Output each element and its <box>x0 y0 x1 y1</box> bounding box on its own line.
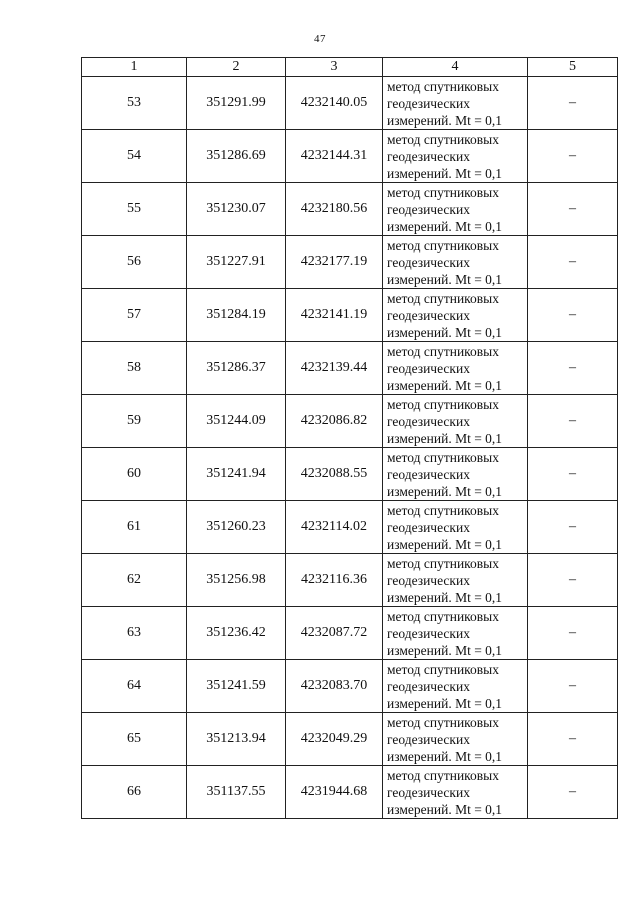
point-number-cell: 64 <box>82 660 187 713</box>
note-cell: – <box>528 130 618 183</box>
x-coordinate-cell: 351284.19 <box>187 289 286 342</box>
table-row <box>82 660 618 713</box>
coordinates-table <box>81 57 618 819</box>
point-number-cell: 62 <box>82 554 187 607</box>
y-coordinate-cell: 4232114.02 <box>286 501 383 554</box>
method-line: геодезических <box>387 307 470 323</box>
method-line: геодезических <box>387 625 470 641</box>
method-line: метод спутниковых <box>387 343 499 359</box>
method-cell <box>383 713 528 766</box>
point-number-cell: 60 <box>82 448 187 501</box>
x-coordinate-cell: 351227.91 <box>187 236 286 289</box>
point-number-cell: 56 <box>82 236 187 289</box>
point-number-cell: 61 <box>82 501 187 554</box>
table-row <box>82 766 618 819</box>
point-number-cell: 55 <box>82 183 187 236</box>
y-coordinate-cell: 4232088.55 <box>286 448 383 501</box>
table-row <box>82 448 618 501</box>
y-coordinate-cell: 4232083.70 <box>286 660 383 713</box>
method-line: измерений. Mt = 0,1 <box>387 324 503 340</box>
x-coordinate-cell: 351213.94 <box>187 713 286 766</box>
method-cell <box>383 289 528 342</box>
point-number-cell: 53 <box>82 77 187 130</box>
method-line: метод спутниковых <box>387 714 499 730</box>
x-coordinate-cell: 351256.98 <box>187 554 286 607</box>
method-line: геодезических <box>387 148 470 164</box>
table-row <box>82 236 618 289</box>
method-line: измерений. Mt = 0,1 <box>387 271 503 287</box>
table-row <box>82 130 618 183</box>
method-line: измерений. Mt = 0,1 <box>387 218 503 234</box>
note-cell: – <box>528 448 618 501</box>
method-line: измерений. Mt = 0,1 <box>387 112 503 128</box>
note-cell: – <box>528 395 618 448</box>
method-line: измерений. Mt = 0,1 <box>387 695 503 711</box>
method-line: геодезических <box>387 572 470 588</box>
y-coordinate-cell: 4232139.44 <box>286 342 383 395</box>
method-cell <box>383 660 528 713</box>
method-line: измерений. Mt = 0,1 <box>387 536 503 552</box>
table-row <box>82 607 618 660</box>
header-col-2: 2 <box>187 58 286 77</box>
y-coordinate-cell: 4232049.29 <box>286 713 383 766</box>
header-row <box>82 58 618 77</box>
method-line: измерений. Mt = 0,1 <box>387 589 503 605</box>
method-cell <box>383 501 528 554</box>
method-line: геодезических <box>387 519 470 535</box>
table-row <box>82 183 618 236</box>
note-cell: – <box>528 236 618 289</box>
x-coordinate-cell: 351137.55 <box>187 766 286 819</box>
header-col-1: 1 <box>82 58 187 77</box>
method-line: метод спутниковых <box>387 767 499 783</box>
table-row <box>82 501 618 554</box>
method-line: метод спутниковых <box>387 78 499 94</box>
x-coordinate-cell: 351241.59 <box>187 660 286 713</box>
method-line: геодезических <box>387 201 470 217</box>
method-line: метод спутниковых <box>387 449 499 465</box>
x-coordinate-cell: 351244.09 <box>187 395 286 448</box>
table-header <box>82 58 618 77</box>
point-number-cell: 63 <box>82 607 187 660</box>
method-line: метод спутниковых <box>387 502 499 518</box>
method-line: метод спутниковых <box>387 396 499 412</box>
method-line: измерений. Mt = 0,1 <box>387 430 503 446</box>
header-col-5: 5 <box>528 58 618 77</box>
table-row <box>82 289 618 342</box>
point-number-cell: 54 <box>82 130 187 183</box>
method-cell <box>383 395 528 448</box>
page-number: 47 <box>314 33 326 45</box>
y-coordinate-cell: 4232086.82 <box>286 395 383 448</box>
note-cell: – <box>528 342 618 395</box>
x-coordinate-cell: 351230.07 <box>187 183 286 236</box>
x-coordinate-cell: 351241.94 <box>187 448 286 501</box>
method-line: метод спутниковых <box>387 608 499 624</box>
x-coordinate-cell: 351286.37 <box>187 342 286 395</box>
note-cell: – <box>528 501 618 554</box>
note-cell: – <box>528 766 618 819</box>
y-coordinate-cell: 4232180.56 <box>286 183 383 236</box>
note-cell: – <box>528 554 618 607</box>
table-row <box>82 77 618 130</box>
method-line: геодезических <box>387 254 470 270</box>
method-line: геодезических <box>387 413 470 429</box>
method-line: метод спутниковых <box>387 131 499 147</box>
table-row <box>82 554 618 607</box>
note-cell: – <box>528 77 618 130</box>
header-col-3: 3 <box>286 58 383 77</box>
point-number-cell: 58 <box>82 342 187 395</box>
note-cell: – <box>528 607 618 660</box>
method-line: метод спутниковых <box>387 661 499 677</box>
x-coordinate-cell: 351291.99 <box>187 77 286 130</box>
method-cell <box>383 607 528 660</box>
table-row <box>82 395 618 448</box>
y-coordinate-cell: 4232116.36 <box>286 554 383 607</box>
method-cell <box>383 77 528 130</box>
point-number-cell: 65 <box>82 713 187 766</box>
point-number-cell: 57 <box>82 289 187 342</box>
y-coordinate-cell: 4232141.19 <box>286 289 383 342</box>
table-row <box>82 713 618 766</box>
note-cell: – <box>528 713 618 766</box>
method-line: геодезических <box>387 784 470 800</box>
method-line: геодезических <box>387 95 470 111</box>
method-line: измерений. Mt = 0,1 <box>387 748 503 764</box>
y-coordinate-cell: 4232140.05 <box>286 77 383 130</box>
method-line: геодезических <box>387 678 470 694</box>
method-line: метод спутниковых <box>387 237 499 253</box>
method-line: метод спутниковых <box>387 555 499 571</box>
method-cell <box>383 236 528 289</box>
method-line: измерений. Mt = 0,1 <box>387 483 503 499</box>
note-cell: – <box>528 660 618 713</box>
y-coordinate-cell: 4231944.68 <box>286 766 383 819</box>
method-line: измерений. Mt = 0,1 <box>387 801 503 817</box>
table-body <box>82 77 618 819</box>
method-line: измерений. Mt = 0,1 <box>387 165 503 181</box>
y-coordinate-cell: 4232177.19 <box>286 236 383 289</box>
x-coordinate-cell: 351286.69 <box>187 130 286 183</box>
method-cell <box>383 342 528 395</box>
method-line: метод спутниковых <box>387 290 499 306</box>
method-line: геодезических <box>387 466 470 482</box>
method-cell <box>383 554 528 607</box>
method-line: геодезических <box>387 731 470 747</box>
x-coordinate-cell: 351236.42 <box>187 607 286 660</box>
y-coordinate-cell: 4232144.31 <box>286 130 383 183</box>
note-cell: – <box>528 183 618 236</box>
method-line: измерений. Mt = 0,1 <box>387 377 503 393</box>
method-cell <box>383 183 528 236</box>
note-cell: – <box>528 289 618 342</box>
method-line: метод спутниковых <box>387 184 499 200</box>
table-row <box>82 342 618 395</box>
method-cell <box>383 766 528 819</box>
point-number-cell: 59 <box>82 395 187 448</box>
method-line: измерений. Mt = 0,1 <box>387 642 503 658</box>
method-cell <box>383 130 528 183</box>
x-coordinate-cell: 351260.23 <box>187 501 286 554</box>
method-cell <box>383 448 528 501</box>
point-number-cell: 66 <box>82 766 187 819</box>
method-line: геодезических <box>387 360 470 376</box>
header-col-4: 4 <box>383 58 528 77</box>
y-coordinate-cell: 4232087.72 <box>286 607 383 660</box>
